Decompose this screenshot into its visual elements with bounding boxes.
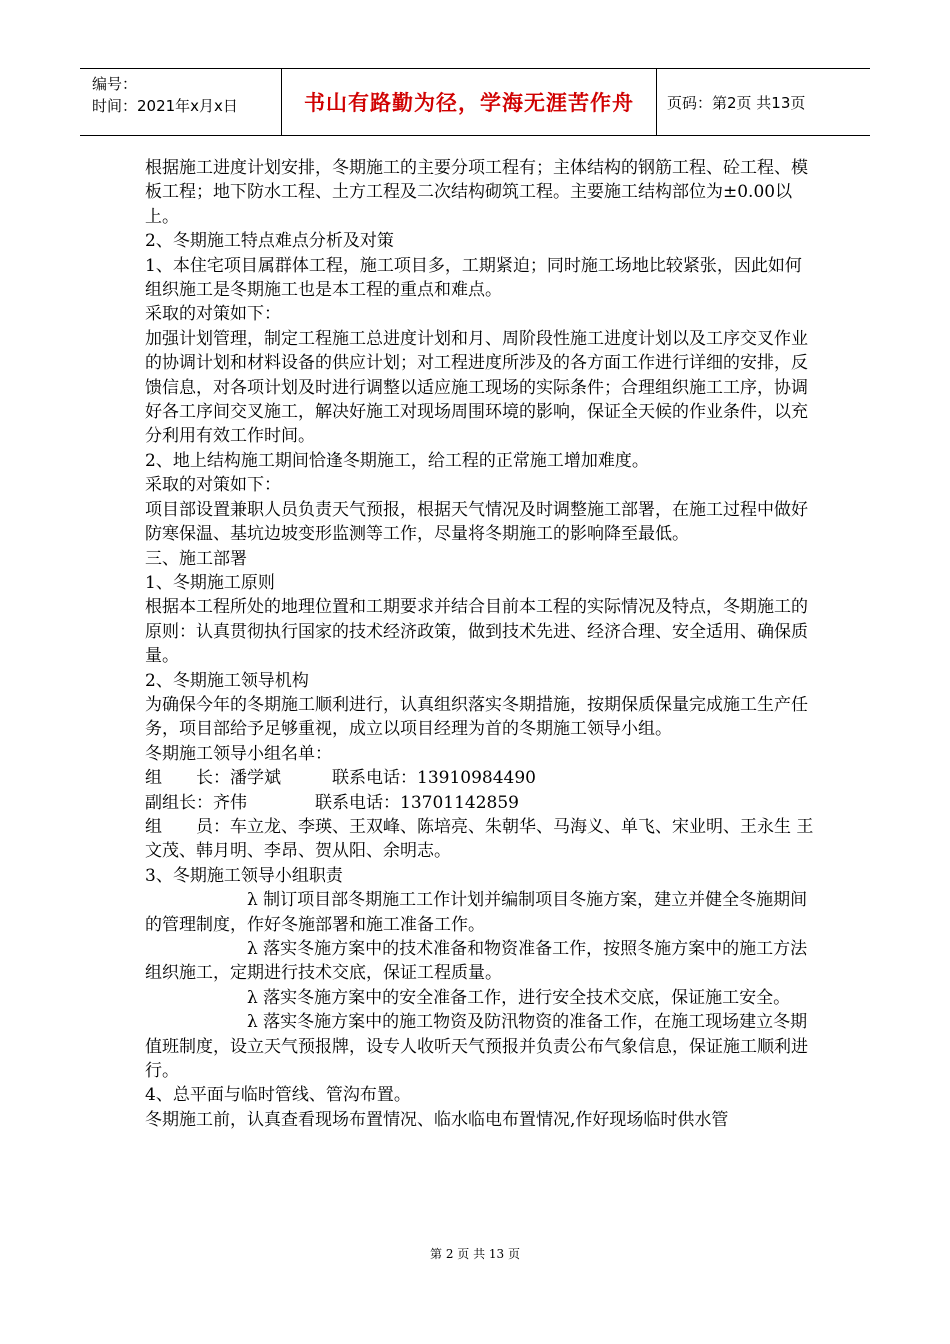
bullet-paragraph: λ 制订项目部冬期施工工作计划并编制项目冬施方案，建立并健全冬施期间的管理制度，作好冬施部署和施工准备工作。 [145,890,808,935]
body-paragraph: 冬期施工前，认真查看现场布置情况、临水临电布置情况,作好现场临时供水管 [145,1109,729,1130]
body-paragraph: 三、施工部署 [145,548,247,569]
page-footer: 第 2 页 共 13 页 [430,1247,520,1261]
body-paragraph: 1、冬期施工原则 [145,572,275,593]
body-paragraph: 1、本住宅项目属群体工程，施工项目多，工期紧迫；同时施工场地比较紧张，因此如何组织施工是冬期施工也是本工程的重点和难点。 [145,255,802,301]
body-paragraph: 根据本工程所处的地理位置和工期要求并结合目前本工程的实际情况及特点，冬期施工的原则：认真贯彻执行国家的技术经济政策，做到技术先进、经济合理、安全适用、确保质量。 [145,597,808,667]
document-body [145,156,815,1132]
body-paragraph: 副组长：齐伟 联系电话：13701142859 [145,792,519,813]
header-page-label: 页码：第2页 共13页 [667,93,806,112]
body-paragraph: 2、冬期施工领导机构 [145,670,309,691]
bullet-paragraph: λ 落实冬施方案中的技术准备和物资准备工作，按照冬施方案中的施工方法组织施工，定期进行技术交底，保证工程质量。 [145,939,808,984]
header-motto: 书山有路勤为径，学海无涯苦作舟 [304,91,634,115]
body-paragraph: 2、冬期施工特点难点分析及对策 [145,231,394,252]
body-paragraph: 加强计划管理，制定工程施工总进度计划和月、周阶段性施工进度计划以及工序交叉作业的协调计划和材料设备的供应计划；对工程进度所涉及的各方面工作进行详细的安排，反馈信息，对各项计划及时进行调整以适应施工现场的实际条件；合理组织施工工序，协调好各工序间交叉施工，解决好施工对现场周围环境的影响，保证全天候的作业条件，以充分利用有效工作时间。 [145,328,808,447]
bullet-paragraph: λ 落实冬施方案中的施工物资及防汛物资的准备工作，在施工现场建立冬期值班制度，设立天气预报牌，设专人收听天气预报并负责公布气象信息，保证施工顺利进行。 [145,1012,808,1082]
body-paragraph: 采取的对策如下： [145,475,281,496]
body-paragraph: 采取的对策如下： [145,304,281,325]
document-time-label: 时间：2021年x月x日 [92,97,238,115]
header-meta [80,69,282,135]
page-header [80,68,870,136]
body-paragraph: 3、冬期施工领导小组职责 [145,865,343,886]
document-number-label: 编号： [92,75,138,93]
body-paragraph: 项目部设置兼职人员负责天气预报，根据天气情况及时调整施工部署，在施工过程中做好防寒保温、基坑边坡变形监测等工作，尽量将冬期施工的影响降至最低。 [145,499,808,545]
body-paragraph: 4、总平面与临时管线、管沟布置。 [145,1085,411,1106]
body-paragraph: 冬期施工领导小组名单： [145,743,332,764]
bullet-paragraph: λ 落实冬施方案中的安全准备工作，进行安全技术交底，保证施工安全。 [247,987,791,1008]
body-paragraph: 为确保今年的冬期施工顺利进行，认真组织落实冬期措施，按期保质保量完成施工生产任务，项目部给予足够重视，成立以项目经理为首的冬期施工领导小组。 [145,694,808,740]
body-paragraph: 2、地上结构施工期间恰逢冬期施工，给工程的正常施工增加难度。 [145,450,649,471]
body-paragraph: 组 员：车立龙、李瑛、王双峰、陈培亮、朱朝华、马海义、单飞、宋业明、王永生 王文茂、韩月明、李昂、贺从阳、余明志。 [145,816,814,862]
body-paragraph: 组 长：潘学斌 联系电话：13910984490 [145,768,536,789]
header-page-cell [657,69,870,135]
body-paragraph: 根据施工进度计划安排，冬期施工的主要分项工程有；主体结构的钢筋工程、砼工程、模板工程；地下防水工程、土方工程及二次结构砌筑工程。主要施工结构部位为±0.00以上。 [145,158,808,227]
header-motto-cell [282,69,657,135]
